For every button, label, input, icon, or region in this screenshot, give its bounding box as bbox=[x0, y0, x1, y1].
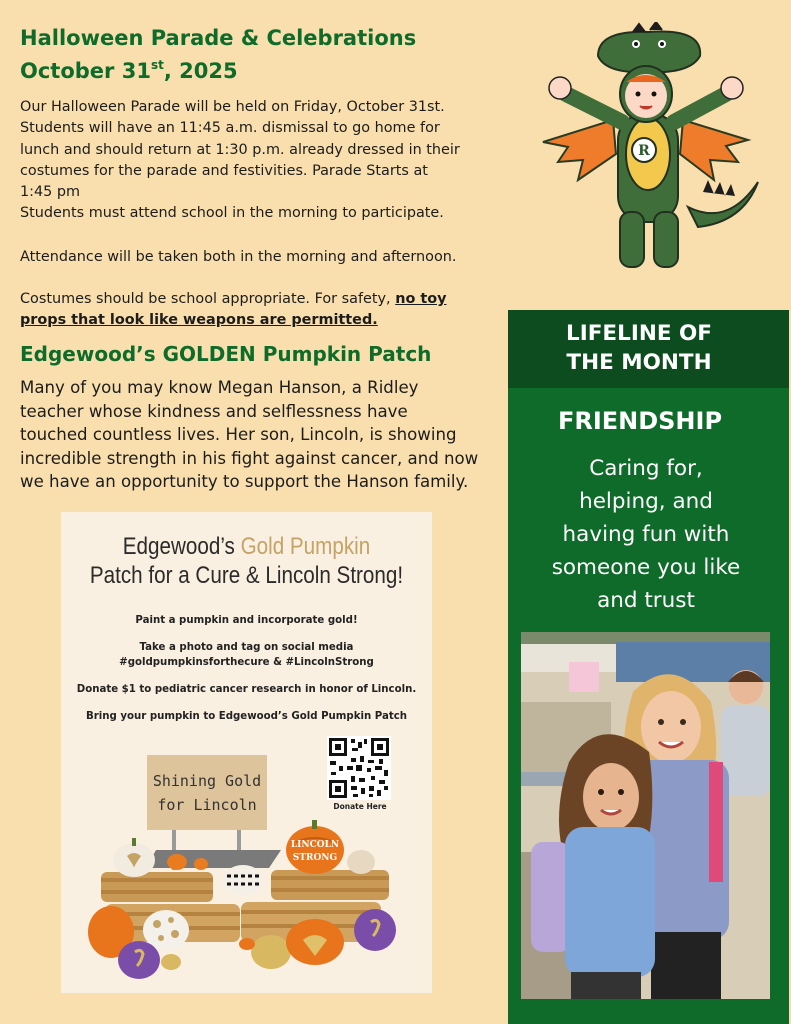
intro-line: we have an opportunity to support the Hanson family. bbox=[20, 472, 469, 491]
intro-line: incredible strength in his fight against cancer, and now bbox=[20, 448, 479, 468]
lifeline-title-line2: THE MONTH bbox=[566, 350, 712, 375]
parade-line: lunch and should return at 1:30 p.m. already dressed in their bbox=[20, 141, 460, 158]
description-line: Caring for, bbox=[589, 456, 703, 481]
pumpkin-text-1: LINCOLN bbox=[290, 840, 340, 850]
flyer-title bbox=[87, 532, 406, 590]
intro-line: Many of you may know Megan Hanson, a Ridley bbox=[20, 378, 419, 397]
parade-date-prefix: October 31 bbox=[20, 59, 151, 83]
parade-line: 1:45 pm bbox=[20, 184, 81, 201]
lifeline-title-line1: LIFELINE OF bbox=[566, 321, 712, 346]
pumpkin-patch-illustration bbox=[61, 812, 432, 993]
description-line: helping, and bbox=[579, 489, 713, 514]
lifeline-trait: FRIENDSHIP bbox=[557, 407, 723, 435]
costume-note bbox=[20, 289, 495, 332]
flyer-paint: Paint a pumpkin and incorporate gold! bbox=[135, 615, 358, 626]
costume-warning-1: no toy bbox=[395, 291, 447, 307]
pumpkin-patch-title: Edgewood’s GOLDEN Pumpkin Patch bbox=[20, 342, 432, 366]
sign-line2: for Lincoln bbox=[157, 796, 257, 814]
mascot-badge-letter: R bbox=[638, 143, 650, 159]
description-line: and trust bbox=[597, 588, 695, 613]
parade-line: Students must attend school in the morning to participate. bbox=[20, 205, 444, 222]
flyer-donate: Donate $1 to pediatric cancer research in honor of Lincoln. bbox=[76, 684, 417, 695]
description-line: having fun with bbox=[562, 522, 730, 547]
pumpkin-intro bbox=[20, 376, 495, 494]
qr-code-icon[interactable] bbox=[327, 736, 391, 800]
costume-prefix: Costumes should be school appropriate. For safety, bbox=[20, 291, 396, 307]
attendance-note: Attendance will be taken both in the morning and afternoon. bbox=[20, 249, 457, 265]
pumpkin-text-2: STRONG bbox=[292, 853, 338, 863]
pumpkin-flyer bbox=[61, 512, 432, 993]
parade-line: Students will have an 11:45 a.m. dismissal to go home for bbox=[20, 120, 440, 137]
sign-line1: Shining Gold bbox=[152, 772, 262, 790]
flyer-title-prefix: Edgewood’s bbox=[122, 533, 241, 560]
parade-date-suffix: , 2025 bbox=[163, 59, 238, 83]
parade-title-line1: Halloween Parade & Celebrations bbox=[20, 26, 417, 50]
parade-line: costumes for the parade and festivities. Parade Starts at bbox=[20, 162, 428, 179]
description-line: someone you like bbox=[551, 555, 741, 580]
flyer-bring: Bring your pumpkin to Edgewood’s Gold Pumpkin Patch bbox=[85, 711, 408, 722]
flyer-photo: Take a photo and tag on social media bbox=[139, 642, 354, 653]
parade-date-sup: st bbox=[150, 58, 164, 72]
flyer-title-gold: Gold Pumpkin bbox=[240, 533, 371, 560]
parade-line: Our Halloween Parade will be held on Friday, October 31st. bbox=[20, 99, 445, 115]
intro-line: touched countless lives. Her son, Lincoln, is showing bbox=[20, 425, 457, 444]
lifeline-description bbox=[530, 452, 762, 617]
lifeline-title bbox=[508, 319, 770, 377]
parade-title bbox=[20, 22, 490, 88]
qr-label: Donate Here bbox=[333, 802, 387, 811]
dragon-mascot-illustration bbox=[538, 22, 762, 274]
parade-title-date bbox=[20, 55, 490, 88]
students-photo bbox=[521, 632, 770, 999]
costume-warning-2: props that look like weapons are permitted. bbox=[20, 312, 378, 329]
flyer-tags: #goldpumpkinsforthecure & #LincolnStrong bbox=[119, 657, 374, 668]
flyer-title-line2: Patch for a Cure & Lincoln Strong! bbox=[89, 562, 404, 589]
lifeline-header bbox=[508, 310, 789, 388]
intro-line: teacher whose kindness and selflessness have bbox=[20, 401, 408, 421]
parade-paragraph bbox=[20, 97, 495, 225]
